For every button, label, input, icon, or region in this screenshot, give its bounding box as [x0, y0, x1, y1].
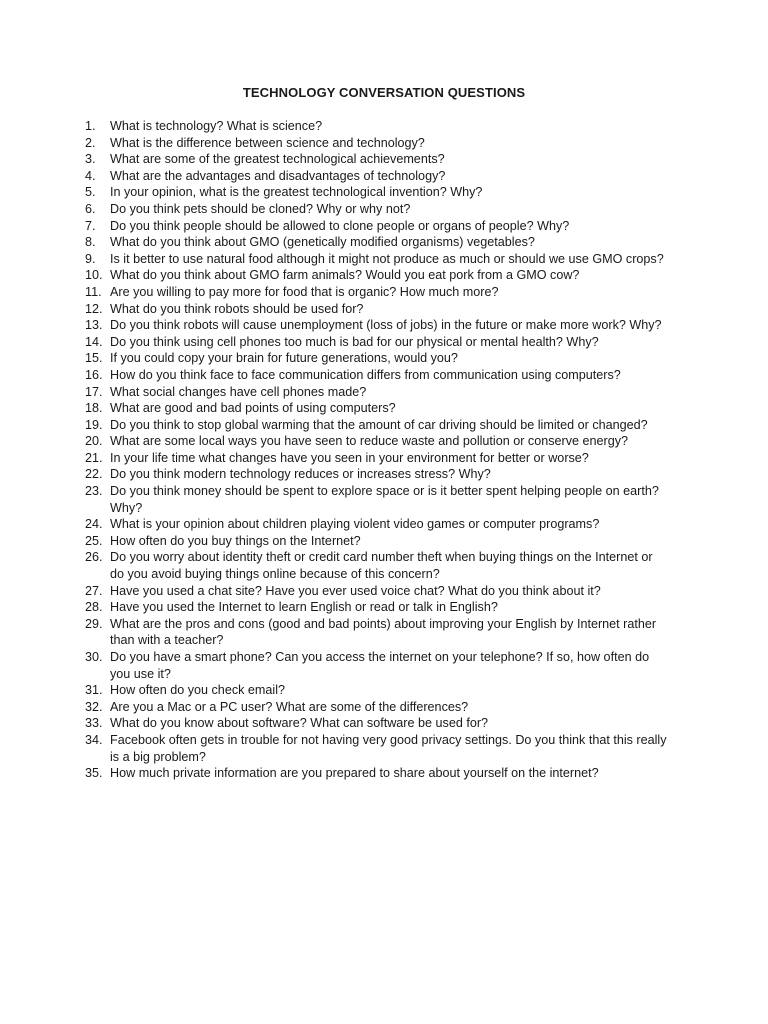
question-number: 32.: [85, 699, 103, 714]
page-title: TECHNOLOGY CONVERSATION QUESTIONS: [242, 85, 526, 100]
question-number: 2.: [85, 135, 96, 150]
question-text: Is it better to use natural food although it might not produce as much or should we use GMO crops?: [110, 251, 664, 266]
question-number: 33.: [85, 716, 103, 731]
question-number: 28.: [85, 600, 103, 615]
question-number: 31.: [85, 683, 103, 698]
question-number: 1.: [85, 119, 96, 133]
question-text: What are good and bad points of using computers?: [110, 401, 396, 416]
question-number: 35.: [85, 766, 103, 781]
question-item: [85, 201, 670, 218]
question-number: 4.: [85, 168, 96, 183]
question-list: [85, 118, 670, 782]
question-item: [85, 765, 670, 782]
question-item: [85, 649, 670, 682]
question-item: [85, 516, 670, 533]
question-text: If you could copy your brain for future generations, would you?: [110, 351, 458, 366]
question-item: [85, 334, 670, 351]
question-text: What are the advantages and disadvantages of technology?: [110, 168, 446, 183]
question-item: [85, 367, 670, 384]
question-number: 5.: [85, 185, 96, 200]
question-text: Do you worry about identity theft or credit card number theft when buying things on the Internet or do you avoid buying things online because of this concern?: [110, 550, 653, 582]
question-item: [85, 384, 670, 401]
question-number: 8.: [85, 235, 96, 250]
question-item: [85, 218, 670, 235]
question-text: What are the pros and cons (good and bad points) about improving your English by Internet rather than with a teacher?: [110, 616, 657, 648]
question-text: How do you think face to face communication differs from communication using computers?: [110, 367, 621, 382]
question-item: [85, 301, 670, 318]
question-number: 11.: [85, 284, 102, 299]
question-text: Do you think money should be spent to explore space or is it better spent helping people on earth? Why?: [110, 484, 659, 515]
question-text: Do you think using cell phones too much is bad for our physical or mental health? Why?: [110, 334, 599, 349]
question-number: 6.: [85, 201, 96, 216]
question-text: What is the difference between science and technology?: [110, 135, 425, 150]
question-item: [85, 599, 670, 616]
question-number: 26.: [85, 550, 103, 565]
question-item: [85, 732, 670, 765]
question-item: [85, 168, 670, 185]
question-text: How often do you buy things on the Internet?: [110, 533, 361, 548]
question-text: Do you think robots will cause unemployment (loss of jobs) in the future or make more work? Why?: [110, 318, 662, 333]
question-item: [85, 317, 670, 334]
question-item: [85, 549, 670, 582]
question-text: What do you think robots should be used for?: [110, 301, 364, 316]
question-item: [85, 400, 670, 417]
question-text: What do you think about GMO (genetically modified organisms) vegetables?: [110, 235, 535, 250]
question-number: 27.: [85, 583, 103, 598]
question-item: [85, 483, 670, 516]
question-number: 12.: [85, 301, 103, 316]
question-item: [85, 284, 670, 301]
question-number: 22.: [85, 467, 103, 482]
question-text: Have you used the Internet to learn English or read or talk in English?: [110, 600, 498, 615]
question-number: 34.: [85, 732, 103, 747]
question-number: 13.: [85, 318, 103, 333]
question-text: In your life time what changes have you seen in your environment for better or worse?: [110, 450, 589, 465]
question-text: How often do you check email?: [110, 683, 286, 698]
question-text: What are some of the greatest technological achievements?: [110, 152, 445, 167]
question-item: [85, 616, 670, 649]
question-item: [85, 433, 670, 450]
question-number: 18.: [85, 401, 103, 416]
question-text: What do you know about software? What can software be used for?: [110, 716, 489, 731]
question-item: [85, 118, 670, 135]
question-text: Are you a Mac or a PC user? What are some of the differences?: [110, 699, 469, 714]
question-text: What is technology? What is science?: [110, 119, 323, 133]
question-item: [85, 682, 670, 699]
question-text: Facebook often gets in trouble for not having very good privacy settings. Do you think that this really is a big problem?: [110, 732, 667, 764]
question-number: 14.: [85, 334, 103, 349]
question-text: What do you think about GMO farm animals? Would you eat pork from a GMO cow?: [110, 268, 580, 283]
question-number: 19.: [85, 417, 103, 432]
question-text: Do you have a smart phone? Can you access the internet on your telephone? If so, how often do you use it?: [110, 650, 650, 681]
question-text: Do you think people should be allowed to clone people or organs of people? Why?: [110, 218, 570, 233]
question-text: What is your opinion about children playing violent video games or computer programs?: [110, 517, 600, 532]
question-text: What are some local ways you have seen to reduce waste and pollution or conserve energy?: [110, 434, 629, 449]
question-text: Are you willing to pay more for food that is organic? How much more?: [110, 284, 499, 299]
question-number: 16.: [85, 367, 103, 382]
question-item: [85, 699, 670, 716]
question-item: [85, 135, 670, 152]
question-item: [85, 583, 670, 600]
question-number: 10.: [85, 268, 103, 283]
question-item: [85, 715, 670, 732]
question-text: Do you think modern technology reduces or increases stress? Why?: [110, 467, 491, 482]
question-number: 17.: [85, 384, 103, 399]
question-number: 24.: [85, 517, 103, 532]
question-number: 21.: [85, 450, 103, 465]
question-item: [85, 151, 670, 168]
question-text: In your opinion, what is the greatest technological invention? Why?: [110, 185, 483, 200]
question-number: 3.: [85, 152, 96, 167]
question-item: [85, 450, 670, 467]
question-text: Do you think to stop global warming that the amount of car driving should be limited or changed?: [110, 417, 648, 432]
question-number: 9.: [85, 251, 96, 266]
question-number: 29.: [85, 616, 103, 631]
question-number: 30.: [85, 650, 103, 664]
question-item: [85, 184, 670, 201]
question-item: [85, 251, 670, 268]
question-number: 7.: [85, 218, 96, 233]
question-number: 15.: [85, 351, 103, 366]
question-item: [85, 466, 670, 483]
question-number: 25.: [85, 533, 103, 548]
question-item: [85, 350, 670, 367]
question-number: 23.: [85, 484, 103, 499]
question-text: What social changes have cell phones made?: [110, 384, 367, 399]
question-number: 20.: [85, 434, 103, 449]
question-item: [85, 417, 670, 434]
question-item: [85, 267, 670, 284]
question-item: [85, 234, 670, 251]
question-text: How much private information are you prepared to share about yourself on the internet?: [110, 766, 599, 781]
question-item: [85, 533, 670, 550]
question-text: Have you used a chat site? Have you ever used voice chat? What do you think about it?: [110, 583, 601, 598]
question-text: Do you think pets should be cloned? Why or why not?: [110, 201, 411, 216]
